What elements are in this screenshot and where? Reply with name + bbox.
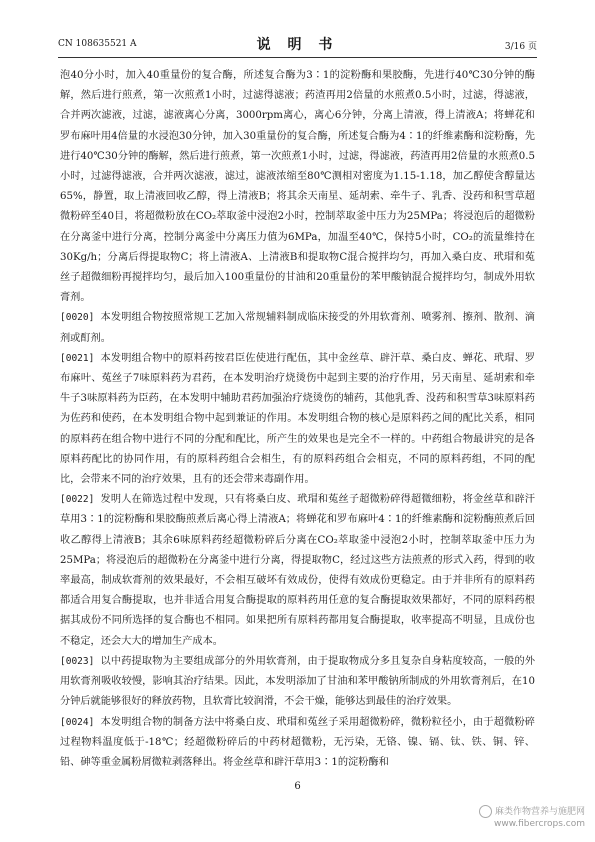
page-header xyxy=(58,34,537,54)
paragraph-number: [0020] xyxy=(60,312,95,324)
paragraph-0023 xyxy=(60,652,535,713)
watermark-line1: 麻类作物营养与施肥网 xyxy=(494,807,585,817)
paragraph-number: [0021] xyxy=(60,352,95,364)
paragraph-text: 本发明组合物按照常规工艺加入常规辅料制成临床接受的外用软膏剂、喷雾剂、擦剂、散剂、滴剂或酊剂。 xyxy=(60,312,535,344)
paragraph-text: 本发明组合物中的原料药按君臣佐使进行配伍，其中金丝草、辟汗草、桑白皮、蝉花、玳瑁、罗布麻叶、菟丝子7味原料药为君药，在本发明治疗烧烫伤中起到主要的治疗作用，另天南星、延胡索和牵牛子3味原料药为臣药，在本发明中辅助君药加强治疗烧烫伤的辅药，其他乳香、没药和积雪草3味原料药为佐药和使药，在本发明组合物中起到兼证的作用。本发明组合物的核心是原料药之间的配比关系，相同的原料药在组合物中进行不同的分配和配比，所产生的效果也是完全不一样的。中药组合物最讲究的是各原料药配比的协同作用，有的原料药组合会相生，有的原料药组合会相克，不同的原料药组，不同的配比，会带来不同的治疗效果，且有的还会带来毒副作用。 xyxy=(60,352,535,486)
paragraph-text: 本发明组合物的制备方法中将桑白皮、玳瑁和菟丝子采用超微粉碎，微粉粒径小，由于超微粉碎过程物料温度低于-18℃；经超微粉碎后的中药材超微粉，无污染，无铬、镍、镉、钛、铁、铜、锌、铅、砷等重金属粉屑微粒剥落释出。将金丝草和辟汗草用3∶1的淀粉酶和 xyxy=(60,716,535,768)
patent-number: CN 108635521 A xyxy=(58,39,137,49)
page-info: 3/16 页 xyxy=(504,42,537,52)
paragraph-number: [0024] xyxy=(60,716,95,728)
paragraph-number: [0022] xyxy=(60,494,95,506)
paragraph-text: 发明人在筛选过程中发现，只有将桑白皮、玳瑁和菟丝子超微粉碎得超微细粉，将金丝草和辟汗草用3∶1的淀粉酶和果胶酶煎煮后离心得上清液A；将蝉花和罗布麻叶4∶1的纤维素酶和淀粉酶煎煮后回收乙醇得上清液B；其余6味原料药经超微粉碎后分离在CO₂萃取釜中浸泡2小时，控制萃取釜中压力为25MPa；将浸泡后的超微粉在分离釜中进行分离，得提取物C，经过这些方法煎煮的形式入药，得到的收率最高，制成软膏剂的效果最好，不会相互破坏有效成份，使得有效成份更稳定。由于并非所有的原料药都适合用复合酶提取，也并非适合用复合酶提取的原料药用任意的复合酶提取效果都好，不同的原料药根据其成份不同所选择的复合酶也不相同。如果把所有原料药都用复合酶提取，收率提高不明显，且成份也不稳定，还会大大的增加生产成本。 xyxy=(60,494,535,647)
paragraph-number: [0023] xyxy=(60,655,95,667)
paragraph-0024 xyxy=(60,713,535,774)
watermark-logo-icon xyxy=(479,805,492,818)
paragraph-0020 xyxy=(60,308,535,348)
watermark xyxy=(479,805,585,830)
paragraph-text: 以中药提取物为主要组成部分的外用软膏剂，由于提取物成分多且复杂自身粘度较高，一般的外用软膏剂吸收较慢，影响其治疗结果。因此，本发明添加了甘油和苯甲酸钠所制成的外用软膏剂后，在10分钟后就能够很好的释放药物，且软膏比较润滑，不会干燥，能够达到最佳的治疗效果。 xyxy=(60,655,535,708)
document-body xyxy=(60,66,535,773)
paragraph-0022 xyxy=(60,490,535,652)
document-title: 说 明 书 xyxy=(256,37,339,53)
page-number: 6 xyxy=(294,781,301,792)
watermark-line2: www.fibercrops.com xyxy=(494,819,585,829)
header-divider xyxy=(58,57,537,58)
paragraph-0021 xyxy=(60,349,535,490)
paragraph-continuation xyxy=(60,66,535,308)
paragraph-text: 泡40分小时，加入40重量份的复合酶，所述复合酶为3∶1的淀粉酶和果胶酶，先进行40℃30分钟的酶解，然后进行煎煮，第一次煎煮1小时，过滤得滤液；药渣再用2倍量的水煎煮0.5小时，过滤，得滤液，合并两次滤液，过滤，滤液离心分离，3000rpm离心，离心6分钟，分离上清液，得上清液A；将蝉花和罗布麻叶用4倍量的水浸泡30分钟，加入30重量份的复合酶，所述复合酶为4∶1的纤维素酶和淀粉酶，先进行40℃30分钟的酶解，然后进行煎煮，第一次煎煮1小时，过滤，得滤液，药渣再用2倍量的水煎煮0.5小时，过滤得滤液，合并两次滤液，滤过，滤液浓缩至80℃测相对密度为1.15-1.18，加乙醇使含醇量达65%，静置，取上清液回收乙醇，得上清液B；将其余天南星、延胡索、牵牛子、乳香、没药和积雪草超微粉碎至40目，将超微粉放在CO₂萃取釜中浸泡2小时，控制萃取釜中压力为25MPa；将浸泡后的超微粉在分离釜中进行分离，控制分离釜中分离压力值为6MPa，加温至40℃，保持5小时，CO₂的流量维持在30Kg/h；分离后得提取物C；将上清液A、上清液B和提取物C混合搅拌均匀，再加入桑白皮、玳瑁和菟丝子超微细粉再搅拌均匀，最后加入100重量份的甘油和20重量份的苯甲酸钠混合搅拌均匀，制成外用软膏剂。 xyxy=(60,70,535,304)
